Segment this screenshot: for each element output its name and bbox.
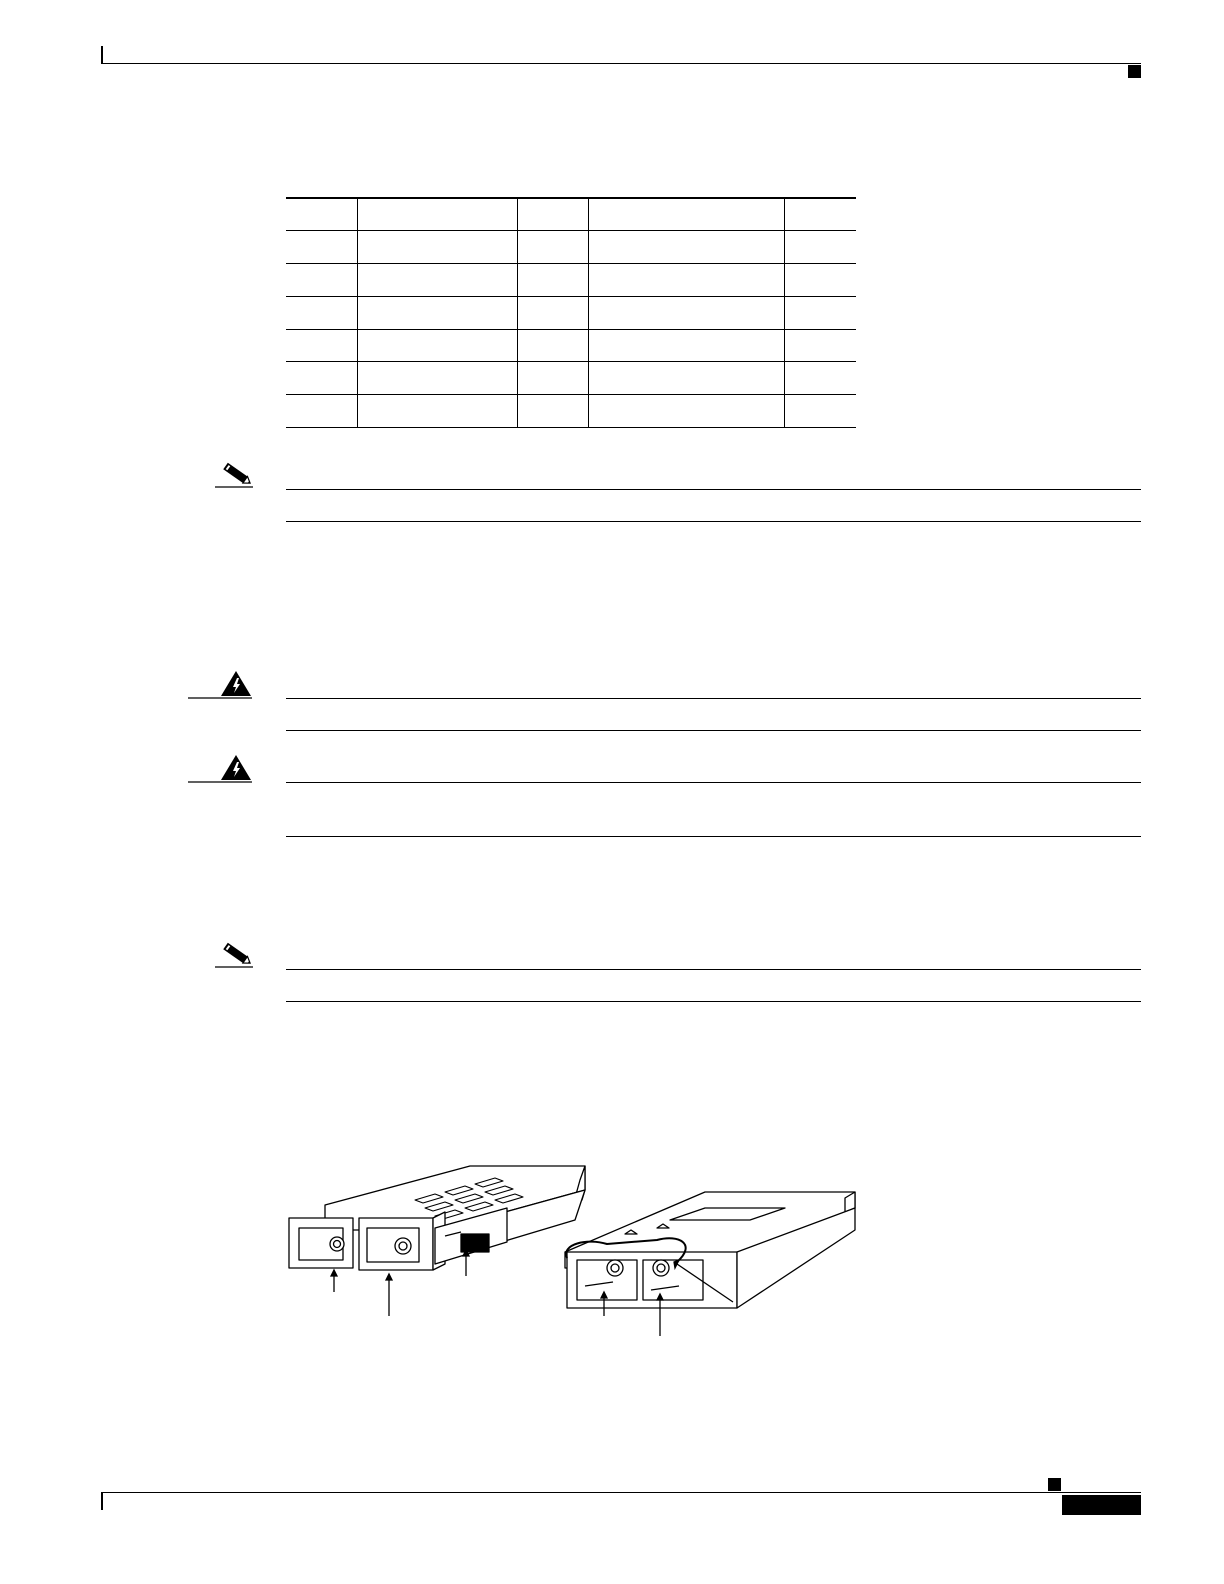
header-marker-square: [1128, 65, 1141, 78]
data-table: [286, 197, 856, 429]
table-top-rule: [286, 197, 856, 199]
table-row-rule: [286, 394, 856, 395]
warning-top-rule: [286, 698, 1141, 699]
footer-marker-square: [1048, 1478, 1061, 1491]
table-column-divider: [517, 197, 518, 428]
table-row-rule: [286, 329, 856, 330]
gbic-module-illustration: [565, 1192, 855, 1308]
table-row-rule: [286, 263, 856, 264]
note-top-rule: [286, 489, 1141, 490]
note-top-rule: [286, 969, 1141, 970]
page-number-tab: [1062, 1495, 1141, 1515]
table-column-divider: [588, 197, 589, 428]
warning-triangle-icon: [188, 670, 254, 700]
pencil-note-icon: [215, 942, 255, 968]
footer-left-tick: [101, 1492, 103, 1510]
sfp-module-illustration: [289, 1166, 585, 1270]
table-row-rule: [286, 296, 856, 297]
warning-bottom-rule: [286, 730, 1141, 731]
transceiver-modules-figure: [285, 1160, 865, 1340]
table-row-rule: [286, 361, 856, 362]
warning-bottom-rule: [286, 836, 1141, 837]
warning-top-rule: [286, 782, 1141, 783]
table-column-divider: [784, 197, 785, 428]
header-left-tick: [101, 46, 103, 64]
warning-triangle-icon: [188, 754, 254, 784]
note-bottom-rule: [286, 521, 1141, 522]
table-bottom-rule: [286, 427, 856, 428]
header-rule: [101, 63, 1141, 64]
table-column-divider: [357, 197, 358, 428]
note-bottom-rule: [286, 1001, 1141, 1002]
footer-rule: [101, 1492, 1141, 1493]
table-row-rule: [286, 230, 856, 231]
pencil-note-icon: [215, 462, 255, 488]
